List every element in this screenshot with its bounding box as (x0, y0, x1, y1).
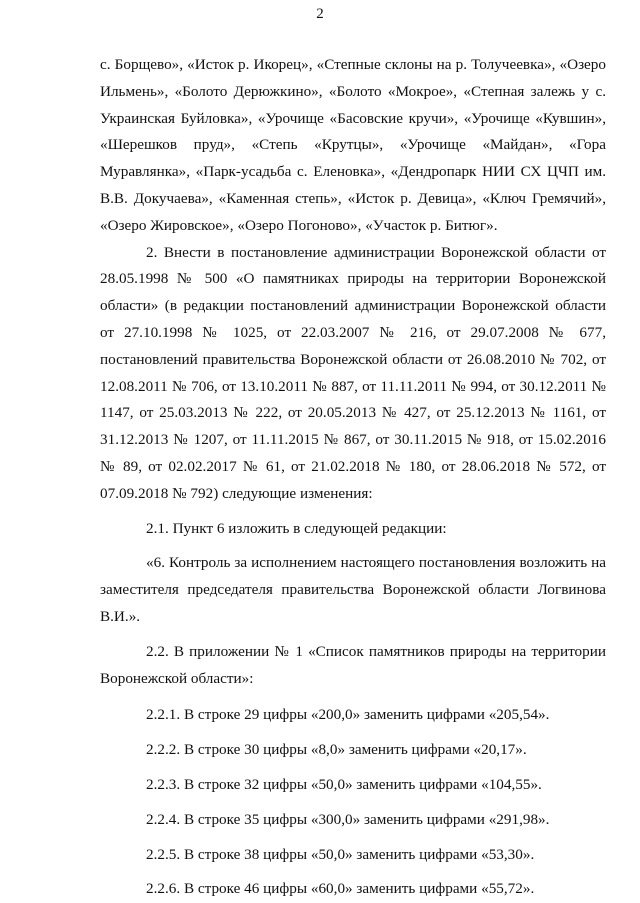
paragraph-natural-monuments-list: с. Борщево», «Исток р. Икорец», «Степные склоны на р. Толучеевка», «Озеро Ильмень», «Болото Дерюжкино», «Болото «Мокрое», «Степная залежь у с. Украинская Буйловка», «Урочище «Басовские кручи», «Урочище «Кувшин», «Шерешков пруд», «Степь «Крутцы», «Урочище «Майдан», «Гора Муравлянка», «Парк-усадьба с. Еленовка», «Дендропарк НИИ СХ ЦЧП им. В.В. Докучаева», «Каменная степь», «Исток р. Девица», «Ключ Гремячий», «Озеро Жировское», «Озеро Погоново», «Участок р. Битюг». (100, 56, 606, 234)
paragraph-item-2-1: 2.1. Пункт 6 изложить в следующей редакции: (146, 519, 447, 537)
paragraph-item-2: 2. Внести в постановление администрации Воронежской области от 28.05.1998 № 500 «О памятниках природы на территории Воронежской области» (в редакции постановлений администрации Воронежской области от 27.10.1998 № 1025, от 22.03.2007 № 216, от 29.07.2008 № 677, постановлений правительства Воронежской области от 26.08.2010 № 702, от 12.08.2011 № 706, от 13.10.2011 № 887, от 11.11.2011 № 994, от 30.12.2011 № 1147, от 25.03.2013 № 222, от 20.05.2013 № 427, от 25.12.2013 № 1161, от 31.12.2013 № 1207, от 11.11.2015 № 867, от 30.11.2015 № 918, от 15.02.2016 № 89, от 02.02.2017 № 61, от 21.02.2018 № 180, от 28.06.2018 № 572, от 07.09.2018 № 792) следующие изменения: (100, 243, 606, 502)
list-item: 2.2.1. В строке 29 цифры «200,0» заменить цифрами «205,54». (146, 706, 550, 724)
list-item: 2.2.4. В строке 35 цифры «300,0» заменить цифрами «291,98». (146, 810, 550, 828)
list-item: 2.2.6. В строке 46 цифры «60,0» заменить цифрами «55,72». (146, 880, 535, 898)
page-number: 2 (316, 6, 324, 22)
document-body (100, 52, 606, 903)
amendments-list (100, 702, 606, 903)
list-item: 2.2.2. В строке 30 цифры «8,0» заменить цифрами «20,17». (146, 741, 527, 759)
list-item: 2.2.3. В строке 32 цифры «50,0» заменить цифрами «104,55». (146, 775, 542, 793)
paragraph-item-2-2: 2.2. В приложении № 1 «Список памятников природы на территории Воронежской области»: (100, 642, 606, 687)
paragraph-item-6-text: «6. Контроль за исполнением настоящего постановления возложить на заместителя председателя правительства Воронежской области Логвинова В.И.». (100, 554, 606, 625)
list-item: 2.2.5. В строке 38 цифры «50,0» заменить цифрами «53,30». (146, 845, 535, 863)
